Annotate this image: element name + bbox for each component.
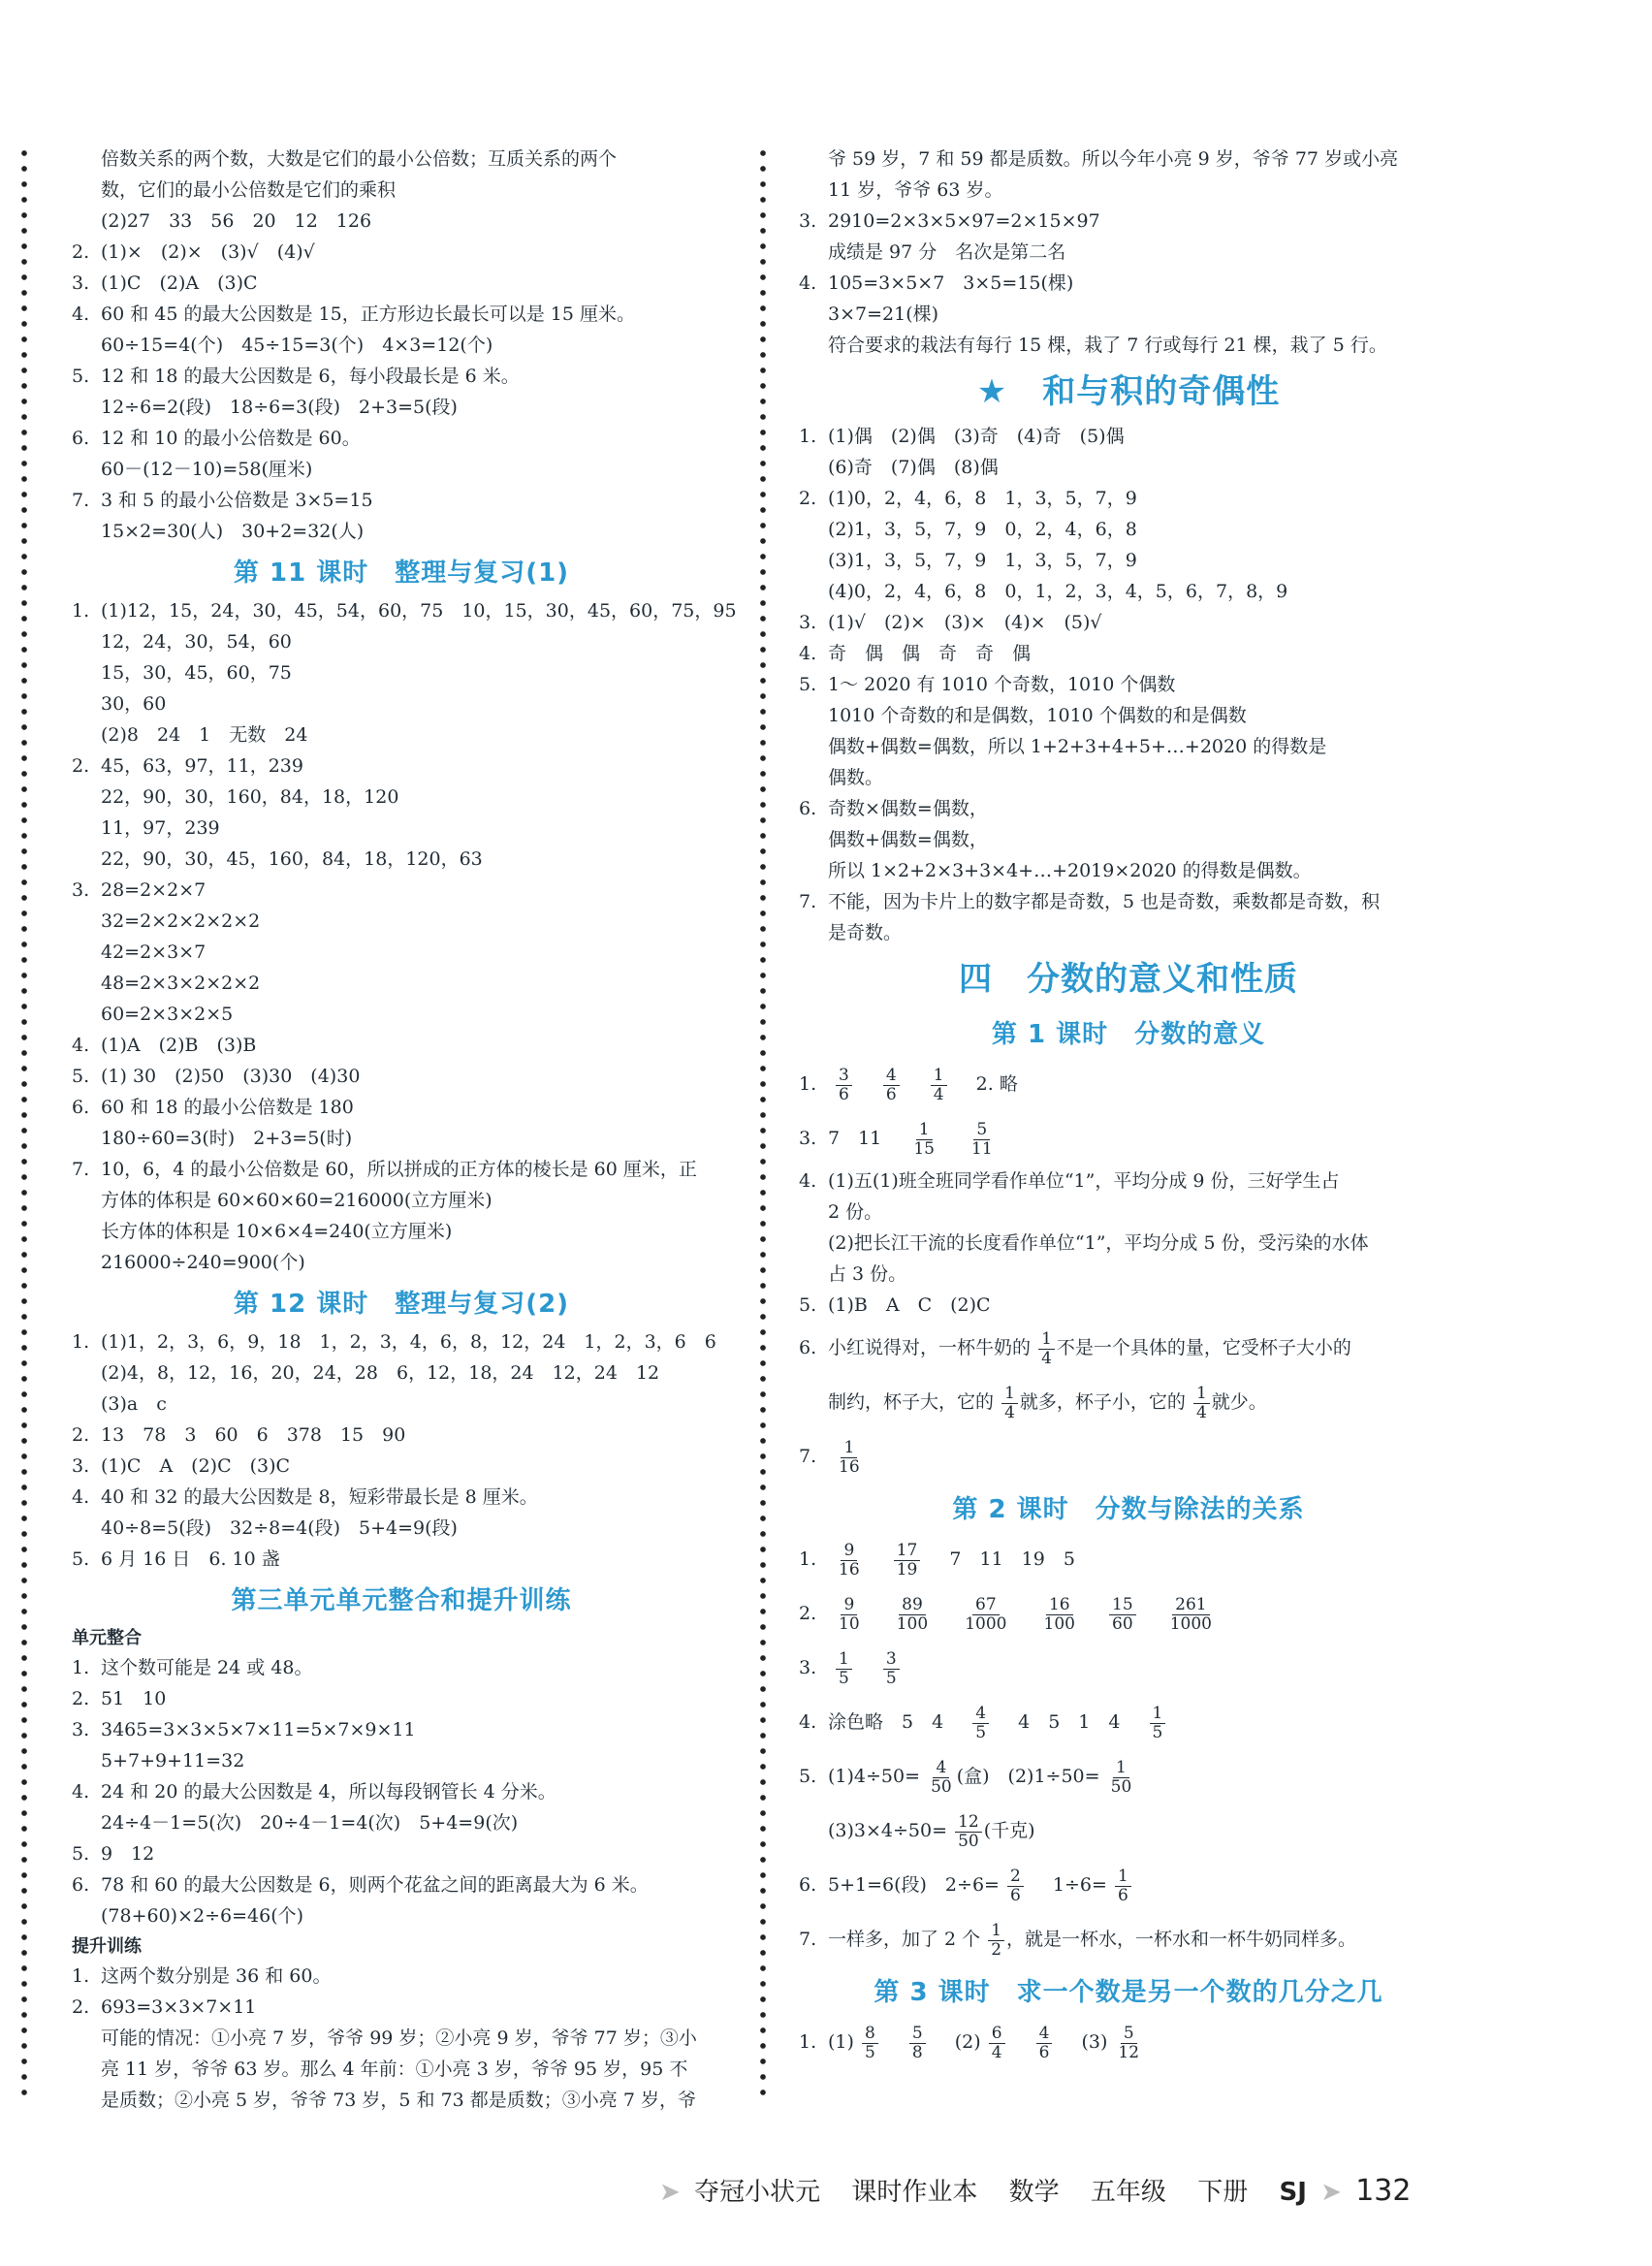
fraction: $\frac{1}{4}$ bbox=[1193, 1385, 1210, 1422]
section-heading: ★ 和与积的奇偶性 bbox=[976, 372, 1281, 411]
subsection-label: 提升训练 bbox=[72, 1936, 142, 1957]
text-line: 22，90，30，160，84，18，120 bbox=[101, 786, 399, 808]
fraction: $\frac{3}{6}$ bbox=[836, 1067, 852, 1104]
text-line: 60－(12－10)=58(厘米) bbox=[101, 459, 313, 480]
answer-line: 1. 这两个数分别是 36 和 60。 bbox=[72, 1965, 332, 1987]
text-line: (2)4，8，12，16，20，24，28 6，12，18，24 12，24 12 bbox=[101, 1362, 660, 1384]
answer-line: 3. (1)√ (2)× (3)× (4)× (5)√ bbox=[799, 612, 1102, 633]
fraction: $\frac{1}{4}$ bbox=[931, 1067, 947, 1104]
text-line: 15×2=30(人) 30+2=32(人) bbox=[101, 521, 365, 542]
left-column bbox=[72, 144, 737, 2116]
answer-line: 7. $\frac{1}{16}$ bbox=[799, 1429, 1458, 1484]
answer-line: 3. (1)C (2)A (3)C bbox=[72, 272, 258, 294]
text-line: 制约，杯子大，它的 $\frac{1}{4}$ 就多，杯子小，它的 $\frac{1}{4}$ 就少。 bbox=[828, 1383, 1267, 1422]
binding-dots-left bbox=[19, 145, 29, 2104]
answer-line: 1. $\frac{9}{16}$ $\frac{17}{19}$ 7 11 19 5 bbox=[799, 1540, 1075, 1580]
text-line: 方体的体积是 60×60×60=216000(立方厘米) bbox=[101, 1190, 492, 1211]
fraction: $\frac{1}{6}$ bbox=[1115, 1867, 1131, 1905]
answer-line: 6. 小红说得对，一杯牛奶的 $\frac{1}{4}$ 不是一个具体的量，它受杯子大小的 bbox=[799, 1328, 1351, 1368]
answer-line: 5. (1)4÷50= $\frac{4}{50}$ (盒) (2)1÷50= $\frac{1}{50}$ bbox=[799, 1749, 1458, 1803]
text-line: (2)27 33 56 20 12 126 bbox=[101, 210, 372, 232]
text-line: 偶数+偶数=偶数， bbox=[828, 829, 988, 850]
text-line: 可能的情况：①小亮 7 岁，爷爷 99 岁；②小亮 9 岁，爷爷 77 岁；③小 bbox=[101, 2027, 697, 2049]
fraction: $\frac{16}{100}$ bbox=[1043, 1594, 1075, 1634]
text-line: 12，24，30，54，60 bbox=[101, 631, 292, 653]
fraction: $\frac{8}{5}$ bbox=[862, 2025, 878, 2062]
answer-line: 4. 105=3×5×7 3×5=15(棵) bbox=[799, 272, 1074, 294]
lesson-heading: 第 3 课时 求一个数是另一个数的几分之几 bbox=[874, 1978, 1383, 2007]
chevron-right-icon: ➤ bbox=[1320, 2178, 1342, 2207]
text-line: 符合要求的栽法有每行 15 棵，栽了 7 行或每行 21 棵，栽了 5 行。 bbox=[828, 335, 1387, 356]
page-footer bbox=[659, 2172, 1629, 2220]
lesson-heading: 第 12 课时 整理与复习(2) bbox=[233, 1290, 570, 1319]
fraction: $\frac{5}{12}$ bbox=[1118, 2023, 1140, 2062]
answer-line: 1. (1) $\frac{8}{5}$ $\frac{5}{8}$ (2) $\frac{6}{4}$ $\frac{4}{6}$ (3) $\frac{5}{12}$ bbox=[799, 2015, 1458, 2069]
text-line: 30，60 bbox=[101, 693, 167, 715]
text-line: 长方体的体积是 10×6×4=240(立方厘米) bbox=[101, 1221, 453, 1242]
text-line: (3)3×4÷50= $\frac{12}{50}$ (千克) bbox=[828, 1811, 1035, 1851]
text-line: 所以 1×2+2×3+3×4+…+2019×2020 的得数是偶数。 bbox=[828, 860, 1312, 881]
answer-line: 3. 2910=2×3×5×97=2×15×97 bbox=[799, 210, 1100, 232]
answer-line: 6. 5+1=6(段) 2÷6= $\frac{2}{6}$ 1÷6= $\frac{1}{6}$ bbox=[799, 1858, 1458, 1912]
answer-line: 1. (1)12，15，24，30，45，54，60，75 10，15，30，45，60，75，95 bbox=[72, 600, 737, 622]
text-line: (3)a c bbox=[101, 1393, 167, 1415]
binding-dots-middle bbox=[758, 145, 768, 2104]
brand-name: 夺冠小状元 bbox=[694, 2178, 821, 2207]
answer-line: 4. 涂色略 5 4 $\frac{4}{5}$ 4 5 1 4 $\frac{1}{5}$ bbox=[799, 1695, 1458, 1749]
text-line: 42=2×3×7 bbox=[101, 942, 206, 963]
unit-heading: 第三单元单元整合和提升训练 bbox=[231, 1586, 572, 1615]
answer-line: 4. (1)A (2)B (3)B bbox=[72, 1035, 257, 1056]
text-line: 2 份。 bbox=[828, 1201, 883, 1223]
answer-line: 7. 不能，因为卡片上的数字都是奇数，5 也是奇数，乘数都是奇数，积 bbox=[799, 891, 1381, 912]
answer-line: 6. 60 和 18 的最小公倍数是 180 bbox=[72, 1097, 354, 1118]
text-line: 倍数关系的两个数，大数是它们的最小公倍数；互质关系的两个 bbox=[101, 148, 618, 170]
fraction: $\frac{67}{1000}$ bbox=[965, 1594, 1007, 1634]
answer-line: 4. (1)五(1)班全班同学看作单位“1”，平均分成 9 份，三好学生占 bbox=[799, 1170, 1340, 1192]
text-line: 是奇数。 bbox=[828, 922, 903, 943]
fraction: $\frac{1}{16}$ bbox=[839, 1437, 860, 1477]
fraction: $\frac{1}{5}$ bbox=[836, 1650, 852, 1688]
text-line: (2)8 24 1 无数 24 bbox=[101, 724, 308, 746]
answer-line: 5. 6 月 16 日 6. 10 盏 bbox=[72, 1548, 280, 1570]
text-line: 是质数；②小亮 5 岁，爷爷 73 岁，5 和 73 都是质数；③小亮 7 岁，爷 bbox=[101, 2090, 696, 2111]
text-line: 3×7=21(棵) bbox=[828, 303, 939, 325]
answer-line: 2. $\frac{9}{10}$ $\frac{89}{100}$ $\frac{67}{1000}$ $\frac{16}{100}$ $\frac{15}{60}$ $\frac{261}{1000}$ bbox=[799, 1586, 1458, 1641]
answer-line: 4. 60 和 45 的最大公因数是 15，正方形边长最长可以是 15 厘米。 bbox=[72, 303, 635, 325]
text-line: 5+7+9+11=32 bbox=[101, 1750, 245, 1771]
answer-line: 6. 78 和 60 的最大公因数是 6，则两个花盆之间的距离最大为 6 米。 bbox=[72, 1874, 649, 1896]
fraction: $\frac{1}{4}$ bbox=[1038, 1330, 1055, 1368]
text-line: 60=2×3×2×5 bbox=[101, 1004, 234, 1025]
text-line: (2)把长江干流的长度看作单位“1”，平均分成 5 份，受污染的水体 bbox=[828, 1232, 1369, 1254]
text-line: 40÷8=5(段) 32÷8=4(段) 5+4=9(段) bbox=[101, 1517, 458, 1539]
answer-line: 2. (1)0，2，4，6，8 1，3，5，7，9 bbox=[799, 488, 1137, 509]
fraction: $\frac{9}{10}$ bbox=[839, 1594, 860, 1634]
lesson-heading: 第 2 课时 分数与除法的关系 bbox=[952, 1495, 1305, 1524]
text-line: 12÷6=2(段) 18÷6=3(段) 2+3=5(段) bbox=[101, 397, 458, 418]
fraction: $\frac{1}{50}$ bbox=[1110, 1757, 1132, 1797]
text-line: 成绩是 97 分 名次是第二名 bbox=[828, 241, 1066, 263]
answer-line: 5. (1) 30 (2)50 (3)30 (4)30 bbox=[72, 1066, 361, 1087]
grade: 五年级 bbox=[1090, 2178, 1166, 2207]
star-icon: ★ bbox=[976, 372, 1008, 411]
subject: 数学 bbox=[1008, 2178, 1060, 2207]
text-line: 48=2×3×2×2×2 bbox=[101, 973, 261, 994]
answer-line: 6. 12 和 10 的最小公倍数是 60。 bbox=[72, 428, 361, 449]
fraction: $\frac{4}{6}$ bbox=[883, 1067, 900, 1104]
page-number: 132 bbox=[1355, 2174, 1412, 2208]
fraction: $\frac{6}{4}$ bbox=[989, 2025, 1005, 2062]
fraction: $\frac{261}{1000}$ bbox=[1169, 1594, 1212, 1634]
answer-line: 5. 9 12 bbox=[72, 1843, 155, 1865]
fraction: $\frac{2}{6}$ bbox=[1007, 1867, 1024, 1905]
answer-line: 4. 24 和 20 的最大公因数是 4，所以每段钢管长 4 分米。 bbox=[72, 1781, 556, 1803]
text-line: (78+60)×2÷6=46(个) bbox=[101, 1905, 304, 1927]
text-line: 占 3 份。 bbox=[828, 1263, 907, 1285]
text-line: 偶数+偶数=偶数，所以 1+2+3+4+5+…+2020 的得数是 bbox=[828, 736, 1327, 757]
text-line: 32=2×2×2×2×2 bbox=[101, 910, 261, 932]
text-line: 亮 11 岁，爷爷 63 岁。那么 4 年前：①小亮 3 岁，爷爷 95 岁，95 不 bbox=[101, 2059, 688, 2080]
answer-line: 5. 1～ 2020 有 1010 个奇数，1010 个偶数 bbox=[799, 674, 1176, 695]
answer-line: 3. (1)C A (2)C (3)C bbox=[72, 1455, 291, 1477]
fraction: $\frac{4}{50}$ bbox=[931, 1757, 952, 1797]
fraction: $\frac{89}{100}$ bbox=[896, 1594, 929, 1634]
fraction: $\frac{15}{60}$ bbox=[1109, 1596, 1136, 1634]
answer-line: 2. 693=3×3×7×11 bbox=[72, 1996, 257, 2018]
term: 下册 bbox=[1197, 2178, 1249, 2207]
text-line: 1010 个奇数的和是偶数，1010 个偶数的和是偶数 bbox=[828, 705, 1247, 726]
answer-line: 1. 这个数可能是 24 或 48。 bbox=[72, 1657, 313, 1678]
answer-line: 4. 奇 偶 偶 奇 奇 偶 bbox=[799, 643, 1032, 664]
fraction: $\frac{5}{11}$ bbox=[971, 1119, 993, 1159]
fraction: $\frac{3}{5}$ bbox=[883, 1650, 900, 1688]
answer-line: 2. 51 10 bbox=[72, 1688, 167, 1709]
fraction: $\frac{12}{50}$ bbox=[955, 1813, 982, 1851]
answer-line: 6. 奇数×偶数=偶数， bbox=[799, 798, 988, 819]
fraction: $\frac{4}{5}$ bbox=[972, 1705, 989, 1742]
text-line: 数，它们的最小公倍数是它们的乘积 bbox=[101, 179, 397, 201]
right-column bbox=[799, 144, 1458, 2069]
book-title: 课时作业本 bbox=[851, 2178, 978, 2207]
text-line: 爷 59 岁，7 和 59 都是质数。所以今年小亮 9 岁，爷爷 77 岁或小亮 bbox=[828, 148, 1399, 170]
text-line: 11，97，239 bbox=[101, 817, 220, 839]
answer-line: 3. 3465=3×3×5×7×11=5×7×9×11 bbox=[72, 1719, 416, 1740]
subsection-label: 单元整合 bbox=[72, 1628, 142, 1648]
text-line: 22，90，30，45，160，84，18，120，63 bbox=[101, 848, 483, 870]
answer-line: 5. 12 和 18 的最大公因数是 6，每小段最长是 6 米。 bbox=[72, 366, 520, 387]
answer-line: 1. (1)偶 (2)偶 (3)奇 (4)奇 (5)偶 bbox=[799, 426, 1125, 447]
fraction: $\frac{1}{4}$ bbox=[1001, 1385, 1018, 1422]
fraction: $\frac{1}{15}$ bbox=[913, 1119, 935, 1159]
fraction: $\frac{5}{8}$ bbox=[909, 2025, 926, 2062]
fraction: $\frac{1}{5}$ bbox=[1150, 1705, 1166, 1742]
text-line: (2)1，3，5，7，9 0，2，4，6，8 bbox=[828, 519, 1137, 540]
fraction: $\frac{1}{2}$ bbox=[988, 1922, 1004, 1960]
text-line: 60÷15=4(个) 45÷15=3(个) 4×3=12(个) bbox=[101, 335, 493, 356]
edition: SJ bbox=[1279, 2178, 1307, 2207]
text-line: 偶数。 bbox=[828, 767, 884, 788]
fraction: $\frac{9}{16}$ bbox=[839, 1540, 860, 1580]
fraction: $\frac{4}{6}$ bbox=[1036, 2025, 1053, 2062]
answer-line: 2. 13 78 3 60 6 378 15 90 bbox=[72, 1424, 406, 1446]
text-line: (4)0，2，4，6，8 0，1，2，3，4，5，6，7，8，9 bbox=[828, 581, 1288, 602]
text-line: 24÷4－1=5(次) 20÷4－1=4(次) 5+4=9(次) bbox=[101, 1812, 519, 1834]
answer-line: 5. (1)B A C (2)C bbox=[799, 1294, 991, 1316]
answer-line: 1. (1)1，2，3，6，9，18 1，2，3，4，6，8，12，24 1，2，3，6 6 bbox=[72, 1331, 716, 1353]
chevron-right-icon: ➤ bbox=[659, 2178, 681, 2207]
answer-line: 7. 3 和 5 的最小公倍数是 3×5=15 bbox=[72, 490, 373, 511]
answer-line: 4. 40 和 32 的最大公因数是 8，短彩带最长是 8 厘米。 bbox=[72, 1486, 538, 1508]
answer-line: 2. 45，63，97，11，239 bbox=[72, 755, 303, 777]
text-line: 15，30，45，60，75 bbox=[101, 662, 292, 684]
answer-line: 2. (1)× (2)× (3)√ (4)√ bbox=[72, 241, 315, 263]
answer-line: 3. 7 11 $\frac{1}{15}$ $\frac{5}{11}$ bbox=[799, 1111, 1458, 1165]
chapter-heading: 四 分数的意义和性质 bbox=[959, 960, 1298, 999]
answer-line: 7. 一样多，加了 2 个 $\frac{1}{2}$ ，就是一杯水，一杯水和一杯牛奶同样多。 bbox=[799, 1920, 1357, 1960]
fraction: $\frac{17}{19}$ bbox=[894, 1542, 921, 1580]
lesson-heading: 第 11 课时 整理与复习(1) bbox=[233, 559, 570, 588]
text-line: 11 岁，爷爷 63 岁。 bbox=[828, 179, 1003, 201]
answer-line: 3. $\frac{1}{5}$ $\frac{3}{5}$ bbox=[799, 1641, 1458, 1695]
answer-line: 1. $\frac{3}{6}$ $\frac{4}{6}$ $\frac{1}{4}$ 2. 略 bbox=[799, 1065, 1018, 1104]
text-line: 216000÷240=900(个) bbox=[101, 1252, 305, 1273]
text-line: (6)奇 (7)偶 (8)偶 bbox=[828, 457, 999, 478]
answer-line: 7. 10，6，4 的最小公倍数是 60，所以拼成的正方体的棱长是 60 厘米，正 bbox=[72, 1159, 697, 1180]
text-line: (3)1，3，5，7，9 1，3，5，7，9 bbox=[828, 550, 1137, 571]
lesson-heading: 第 1 课时 分数的意义 bbox=[991, 1020, 1266, 1049]
answer-line: 3. 28=2×2×7 bbox=[72, 879, 206, 901]
text-line: 180÷60=3(时) 2+3=5(时) bbox=[101, 1128, 353, 1149]
